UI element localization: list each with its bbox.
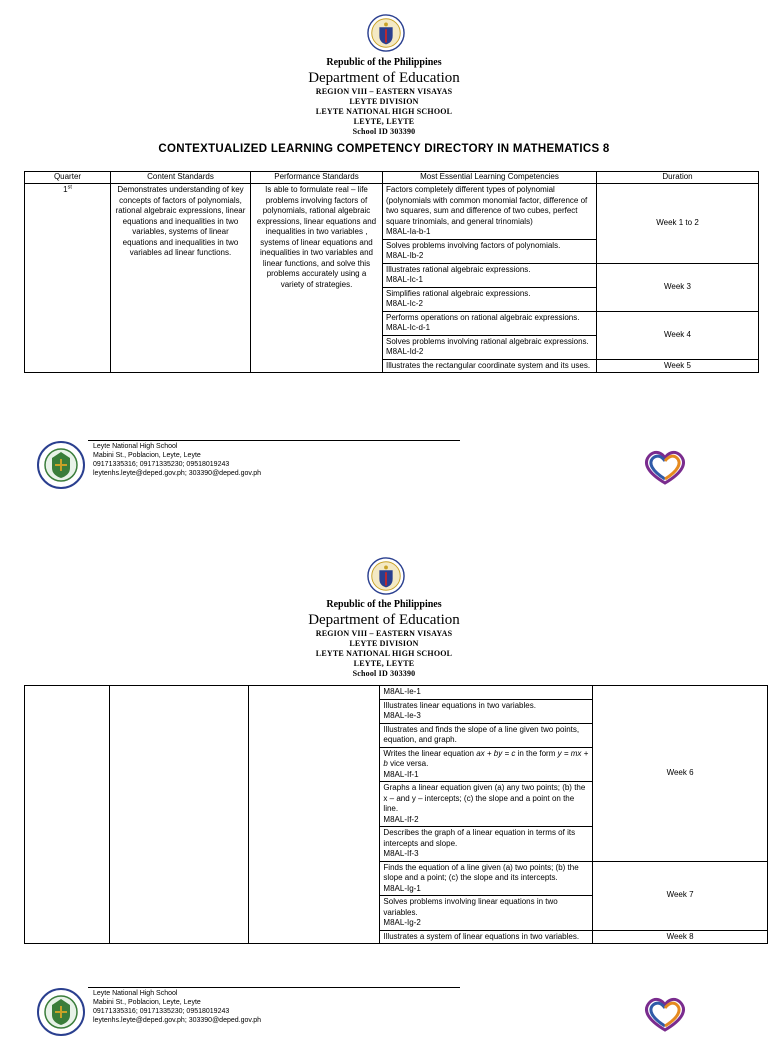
melc-text: Illustrates linear equations in two variables.	[383, 700, 536, 710]
footer-address: Mabini St., Poblacion, Leyte, Leyte	[93, 452, 201, 459]
melc-text: Describes the graph of a linear equation in terms of its intercepts and slope.	[383, 828, 576, 848]
melc-text: Illustrates rational algebraic expressions.	[386, 264, 531, 274]
footer-contact	[93, 442, 261, 478]
melc-equation-slope-intercept: y = mx + b	[383, 748, 589, 768]
duration-cell: Week 4	[597, 311, 759, 359]
column-header-melc: Most Essential Learning Competencies	[383, 172, 597, 184]
republic-label: Republic of the Philippines	[326, 57, 442, 68]
column-header-performance: Performance Standards	[251, 172, 383, 184]
melc-text: Factors completely different types of polynomial (polynomials with common monomial factor, difference of two squares, sum and difference of two cubes, perfect square trinomials, and general trinomials)	[386, 185, 588, 226]
melc-cell	[383, 263, 597, 287]
column-header-quarter: Quarter	[25, 172, 111, 184]
footer-divider	[88, 440, 460, 441]
duration-cell: Week 6	[593, 686, 768, 862]
duration-cell: Week 5	[597, 359, 759, 373]
melc-code: M8AL-Ic-d-1	[386, 323, 431, 332]
division-label: LEYTE DIVISION	[349, 639, 419, 648]
letterhead	[0, 599, 768, 679]
melc-text-b: in the form	[515, 748, 558, 758]
location-label: LEYTE, LEYTE	[353, 659, 415, 668]
content-standard-cell: Demonstrates understanding of key concepts of factors of polynomials, rational algebraic expressions, linear equations and inequalities in two variables, systems of linear equations and inequalities in two variables ad linear functions.	[111, 184, 251, 373]
melc-code: M8AL-Ic-2	[386, 299, 423, 308]
footer-emails: leytenhs.leyte@deped.gov.ph; 303390@deped.gov.ph	[93, 470, 262, 477]
content-standard-cell	[110, 686, 249, 944]
footer-phones: 09171335316; 09171335230; 09518019243	[93, 461, 230, 468]
document-title: CONTEXTUALIZED LEARNING COMPETENCY DIRECTORY IN MATHEMATICS 8	[158, 143, 610, 155]
melc-text: Solves problems involving factors of polynomials.	[386, 240, 561, 250]
melc-code: M8AL-Ie-1	[383, 687, 421, 696]
document-page-2	[0, 555, 768, 1024]
deped-seal-icon	[367, 557, 405, 595]
melc-text: Illustrates the rectangular coordinate system and its uses.	[386, 360, 591, 370]
quarter-cell	[25, 184, 111, 373]
competency-table	[24, 171, 759, 373]
school-label: LEYTE NATIONAL HIGH SCHOOL	[315, 649, 453, 658]
footer-contact	[93, 989, 261, 1025]
page-footer	[0, 984, 768, 1044]
melc-cell	[383, 184, 597, 240]
duration-cell: Week 1 to 2	[597, 184, 759, 264]
school-label: LEYTE NATIONAL HIGH SCHOOL	[315, 107, 453, 116]
melc-cell	[380, 930, 593, 944]
duration-cell: Week 3	[597, 263, 759, 311]
footer-emails: leytenhs.leyte@deped.gov.ph; 303390@deped.gov.ph	[93, 1017, 262, 1024]
footer-phones: 09171335316; 09171335230; 09518019243	[93, 1008, 230, 1015]
melc-cell	[380, 723, 593, 747]
melc-code: M8AL-Ig-2	[383, 918, 421, 927]
melc-text: Finds the equation of a line given (a) two points; (b) the slope and a point; (c) the slope and its intercepts.	[383, 862, 579, 882]
melc-cell	[380, 782, 593, 827]
quarter-number: 1	[63, 185, 68, 194]
melc-code: M8AL-Ic-1	[386, 275, 423, 284]
republic-label: Republic of the Philippines	[326, 599, 442, 610]
melc-text-a: Writes the linear equation	[383, 748, 477, 758]
school-id-label: School ID 303390	[352, 669, 416, 678]
melc-cell	[380, 861, 593, 896]
footer-divider	[88, 987, 460, 988]
melc-cell	[380, 699, 593, 723]
region-label: REGION VIII – EASTERN VISAYAS	[315, 629, 453, 638]
melc-text: Simplifies rational algebraic expressions.	[386, 288, 531, 298]
melc-cell	[380, 686, 593, 700]
page-footer	[0, 437, 768, 497]
melc-code: M8AL-Id-2	[386, 347, 424, 356]
school-logo-icon	[36, 440, 86, 490]
melc-cell	[383, 287, 597, 311]
melc-text-c: vice versa.	[387, 759, 429, 768]
table-row	[25, 184, 759, 240]
duration-cell: Week 8	[593, 930, 768, 944]
division-label: LEYTE DIVISION	[349, 97, 419, 106]
deped-seal-icon	[367, 14, 405, 52]
duration-cell: Week 7	[593, 861, 768, 930]
footer-address: Mabini St., Poblacion, Leyte, Leyte	[93, 999, 201, 1006]
location-label: LEYTE, LEYTE	[353, 117, 415, 126]
melc-cell	[380, 827, 593, 862]
melc-cell	[383, 311, 597, 335]
melc-cell	[383, 239, 597, 263]
melc-code: M8AL-Ig-1	[383, 883, 421, 893]
performance-standard-cell	[249, 686, 380, 944]
melc-text: Illustrates and finds the slope of a line given two points, equation, and graph.	[383, 724, 580, 744]
footer-school-name: Leyte National High School	[93, 443, 178, 450]
department-label: Department of Education	[308, 70, 460, 86]
school-logo-icon	[36, 987, 86, 1037]
table-row	[25, 686, 768, 700]
footer-school-name: Leyte National High School	[93, 990, 178, 997]
melc-text: Solves problems involving linear equations in two variables.	[383, 897, 558, 917]
quarter-suffix: st	[67, 184, 72, 191]
region-label: REGION VIII – EASTERN VISAYAS	[315, 87, 453, 96]
quarter-cell	[25, 686, 110, 944]
performance-standard-cell: Is able to formulate real – life problems involving factors of polynomials, rational algebraic expressions, linear equations and inequalities in two variables , systems of linear equations and inequalities in two variables and linear functions, and solve this problems accurately using a variety of strategies.	[251, 184, 383, 373]
melc-equation-standard: ax + by = c	[476, 748, 516, 758]
school-id-label: School ID 303390	[352, 127, 416, 136]
melc-code: M8AL-If-1	[383, 769, 419, 779]
table-header-row	[25, 172, 759, 184]
melc-code: M8AL-Ia-b-1	[386, 227, 431, 236]
melc-cell	[380, 896, 593, 931]
melc-code: M8AL-Ie-3	[383, 711, 421, 720]
department-label: Department of Education	[308, 612, 460, 628]
letterhead	[0, 57, 768, 137]
melc-cell	[383, 335, 597, 359]
melc-text: Graphs a linear equation given (a) any two points; (b) the x – and y – intercepts; (c) the slope and a point on the line.	[383, 783, 586, 813]
heart-logo-icon	[640, 445, 690, 489]
melc-text: Solves problems involving rational algebraic expressions.	[386, 336, 589, 346]
melc-code: M8AL-If-3	[383, 849, 419, 858]
melc-cell	[380, 747, 593, 782]
melc-cell	[383, 359, 597, 373]
column-header-duration: Duration	[597, 172, 759, 184]
melc-text: Performs operations on rational algebraic expressions.	[386, 312, 580, 322]
melc-text: Illustrates a system of linear equations in two variables.	[383, 931, 580, 941]
heart-logo-icon	[640, 992, 690, 1036]
competency-table-continued	[24, 685, 768, 944]
melc-code: M8AL-If-2	[383, 814, 419, 824]
melc-code: M8AL-Ib-2	[386, 251, 424, 260]
column-header-content: Content Standards	[111, 172, 251, 184]
